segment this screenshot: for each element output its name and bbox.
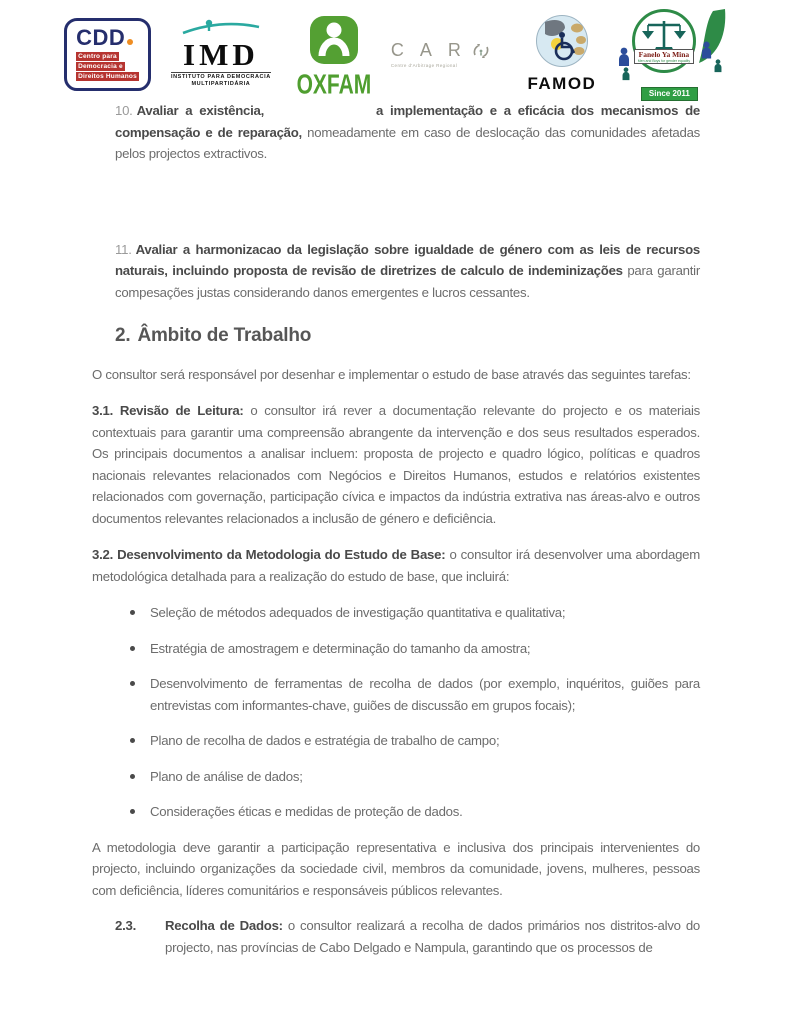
section-heading <box>92 324 700 349</box>
paragraph-2-3-label: Recolha de Dados: <box>165 918 283 934</box>
paragraph-3-2-text: o consultor irá desenvolver uma abordagem metodológica detalhada para a realização do estudo de base, que incluirá: <box>92 547 700 584</box>
oxfam-logo <box>291 15 377 100</box>
fanelo-ya-mina-logo <box>617 7 727 101</box>
bullet-item: Seleção de métodos adequados de investigação quantitativa e qualitativa; <box>150 602 700 624</box>
imd-acronym: IMD <box>183 37 259 73</box>
cdd-acronym: CDD <box>76 27 139 49</box>
document-body <box>0 96 791 958</box>
bullet-item: Considerações éticas e medidas de proteção de dados. <box>150 801 700 823</box>
paragraph-methodology: A metodologia deve garantir a participação representativa e inclusiva dos principais intervenientes do projecto, incluindo organizações da sociedade civil, membros da comunidade, jovens, mulheres, pessoas com deficiência, líderes comunitários e responsáveis públicos relevantes. <box>92 839 700 898</box>
caro-tagline: Centre d'Arbitrage Regional <box>390 63 458 68</box>
paragraph-3-2-label: 3.2. Desenvolvimento da Metodologia do Estudo de Base: <box>92 547 446 563</box>
famod-globe-wheelchair-icon <box>535 14 589 68</box>
paragraph-3-2 <box>92 544 700 587</box>
person-figure-icon <box>621 67 631 85</box>
item-10-bold-b: a implementação e a eficácia dos mecanismos de compensação e de reparação, <box>115 103 700 140</box>
paragraph-3-1-text: o consultor irá rever a documentação relevante do projecto e os materiais contextuais para garantir uma compreensão abrangente da intervenção e dos seus resultados esperados. Os principais documentos a analisar incluem: proposta de projecto e quadro lógico, políticas e quadros nacionais relevantes relacionados com Negócios e Direitos Humanos, estudos e relatórios existentes relacionados com governação, participação cívica e impactos da indústria extrativa nas áreas-alvo e outros documentos relevantes relacionados a inclusão de género e deficiência. <box>92 403 700 526</box>
paragraph-3-1-label: 3.1. Revisão de Leitura: <box>92 403 244 419</box>
oxfam-wordmark: OXFAM <box>296 69 372 100</box>
item-11-rest: para garantir compesações justas considerando danos emergentes e lucros cessantes. <box>115 263 701 300</box>
item-10-number: 10. <box>115 103 133 118</box>
caro-circular-arrows-icon <box>471 42 491 60</box>
caro-letters: C A R <box>390 40 467 60</box>
caro-logo <box>391 40 507 68</box>
famod-wordmark: FAMOD <box>527 74 597 93</box>
paragraph-intro: O consultor será responsável por desenhar e implementar o estudo de base através das seguintes tarefas: <box>92 366 691 382</box>
paragraph-item-10 <box>92 100 700 165</box>
person-figure-icon <box>713 59 723 77</box>
item-11-bold: Avaliar a harmonizacao da legislação sobre igualdade de género com as leis de recursos naturais, incluindo proposta de revisão de diretrizes de calculo de indeminizações <box>115 241 700 278</box>
cdd-tagline: Centro para Democracia e Direitos Humanos <box>78 52 137 80</box>
paragraph-3-1 <box>92 400 700 529</box>
bullet-item: Plano de recolha de dados e estratégia de trabalho de campo; <box>150 730 700 752</box>
paragraph-item-11 <box>92 239 700 304</box>
person-figure-icon <box>700 41 713 65</box>
imd-tagline: INSTITUTO PARA DEMOCRACIA MULTIPARTIDÁRIA <box>170 73 271 87</box>
bullet-item: Estratégia de amostragem e determinação do tamanho da amostra; <box>150 638 700 660</box>
imd-logo <box>165 18 277 90</box>
partner-logo-bar <box>0 0 791 100</box>
oxfam-person-icon <box>309 15 359 65</box>
fanelo-name-plate: Fanelo Ya Mina Men and Boys for gender equality <box>634 49 694 64</box>
item-10-bold-a: Avaliar a existência, <box>136 103 265 118</box>
bullet-item: Desenvolvimento de ferramentas de recolha de dados (por exemplo, inquéritos, guiões para entrevistas com informantes-chave, guiões de discussão em grupos focais); <box>150 673 700 716</box>
cdd-orange-dot-icon <box>127 39 133 45</box>
famod-logo <box>521 14 603 94</box>
paragraph-2-3 <box>92 915 700 958</box>
paragraph-2-3-number: 2.3. <box>115 918 136 934</box>
item-10-rest: nomeadamente em caso de deslocação das comunidades afetadas pelos projectos extractivos. <box>115 124 700 161</box>
paragraph-2-3-body <box>165 915 700 958</box>
section-heading-number: 2. <box>115 325 131 346</box>
section-heading-text: Âmbito de Trabalho <box>137 325 312 346</box>
cdd-logo <box>64 18 151 91</box>
methodology-bullet-list <box>92 602 700 823</box>
fanelo-since-badge: Since 2011 <box>641 87 698 101</box>
imd-arc-person-icon <box>179 18 263 36</box>
bullet-item: Plano de análise de dados; <box>150 766 700 788</box>
item-11-number: 11. <box>115 241 132 257</box>
paragraph-2-3-text: o consultor realizará a recolha de dados primários nos distritos-alvo do projecto, nas províncias de Cabo Delgado e Nampula, garantindo que os processos de <box>165 918 700 955</box>
